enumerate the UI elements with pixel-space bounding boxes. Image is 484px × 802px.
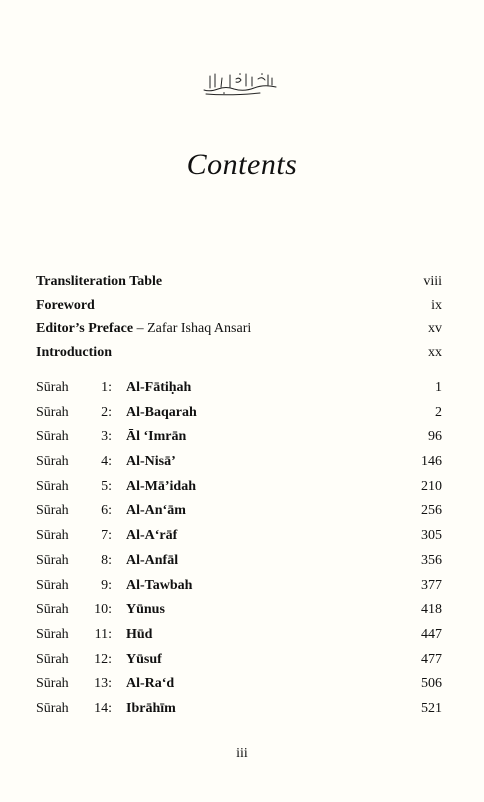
front-matter-page: xx — [428, 344, 442, 360]
surah-row — [36, 701, 442, 726]
surah-name: Ibrāhīm — [126, 700, 176, 716]
front-matter-label: Editor’s Preface — [36, 321, 134, 336]
surah-number: 4: — [101, 454, 112, 470]
surah-word: Sūrah — [36, 676, 69, 692]
front-matter-entry — [36, 298, 95, 314]
surah-name: Al-Baqarah — [126, 404, 197, 420]
front-matter-list — [36, 274, 442, 368]
surah-number: 8: — [101, 552, 112, 568]
surah-name: Al-An‘ām — [126, 503, 186, 519]
surah-word: Sūrah — [36, 478, 69, 494]
front-matter-label: Introduction — [36, 344, 112, 360]
surah-name: Al-Mā’idah — [126, 478, 196, 494]
surah-page: 256 — [421, 503, 442, 519]
surah-row — [36, 578, 442, 603]
surah-list — [36, 380, 442, 726]
front-matter-row — [36, 345, 442, 369]
front-matter-page: xv — [428, 321, 442, 336]
surah-number: 9: — [101, 577, 112, 593]
surah-number: 14: — [94, 700, 112, 716]
surah-number: 5: — [101, 478, 112, 494]
surah-word: Sūrah — [36, 626, 69, 642]
surah-page: 506 — [421, 676, 442, 692]
surah-number: 7: — [101, 528, 112, 544]
surah-name: Al-A‘rāf — [126, 528, 178, 544]
surah-word: Sūrah — [36, 700, 69, 716]
surah-page: 1 — [435, 380, 442, 395]
surah-row — [36, 528, 442, 553]
surah-word: Sūrah — [36, 528, 69, 544]
surah-name: Yūsuf — [126, 651, 162, 667]
surah-row — [36, 602, 442, 627]
surah-page: 146 — [421, 454, 442, 470]
surah-word: Sūrah — [36, 602, 69, 618]
surah-name: Hūd — [126, 626, 153, 642]
front-matter-row — [36, 274, 442, 298]
surah-page: 521 — [421, 700, 442, 716]
surah-word: Sūrah — [36, 651, 69, 667]
surah-number: 3: — [101, 429, 112, 445]
front-matter-author: – Zafar Ishaq Ansari — [133, 321, 252, 336]
surah-page: 418 — [421, 602, 442, 618]
surah-row — [36, 454, 442, 479]
surah-word: Sūrah — [36, 503, 69, 519]
surah-name: Al-Ra‘d — [126, 676, 175, 692]
surah-word: Sūrah — [36, 380, 69, 395]
page-title: Contents — [186, 148, 298, 181]
front-matter-label: Foreword — [36, 297, 95, 313]
front-matter-page: ix — [431, 297, 442, 313]
surah-row — [36, 503, 442, 528]
surah-page: 447 — [421, 626, 442, 642]
surah-name: Al-Anfāl — [126, 552, 179, 568]
surah-page: 96 — [428, 429, 442, 445]
surah-page: 305 — [421, 528, 442, 544]
surah-name: Al-Fātiḥah — [126, 380, 192, 395]
surah-number: 12: — [94, 651, 112, 667]
front-matter-entry — [36, 345, 112, 361]
surah-row — [36, 676, 442, 701]
surah-row — [36, 405, 442, 430]
surah-word: Sūrah — [36, 404, 69, 420]
surah-row — [36, 380, 442, 405]
surah-number: 11: — [94, 626, 112, 642]
surah-name: Al-Tawbah — [126, 577, 193, 593]
surah-page: 2 — [435, 404, 442, 420]
front-matter-entry — [36, 274, 162, 290]
page-number: iii — [236, 746, 248, 761]
surah-number: 2: — [101, 404, 112, 420]
front-matter-row — [36, 298, 442, 322]
surah-word: Sūrah — [36, 577, 69, 593]
surah-row — [36, 652, 442, 677]
surah-word: Sūrah — [36, 552, 69, 568]
surah-page: 356 — [421, 552, 442, 568]
front-matter-row — [36, 321, 442, 345]
front-matter-page: viii — [423, 274, 442, 289]
surah-page: 210 — [421, 478, 442, 494]
front-matter-label: Transliteration Table — [36, 274, 163, 289]
surah-name: Āl ‘Imrān — [126, 429, 187, 445]
surah-word: Sūrah — [36, 454, 69, 470]
surah-number: 6: — [101, 503, 112, 519]
surah-row — [36, 627, 442, 652]
surah-row — [36, 553, 442, 578]
surah-row — [36, 429, 442, 454]
surah-name: Yūnus — [126, 602, 165, 618]
surah-number: 10: — [94, 602, 112, 618]
surah-number: 1: — [101, 380, 112, 395]
surah-page: 377 — [421, 577, 442, 593]
surah-number: 13: — [94, 676, 112, 692]
surah-page: 477 — [421, 651, 442, 667]
surah-row — [36, 479, 442, 504]
bismillah-calligraphy — [200, 70, 280, 96]
front-matter-entry — [36, 321, 251, 337]
surah-name: Al-Nisā’ — [126, 454, 176, 470]
surah-word: Sūrah — [36, 429, 69, 445]
